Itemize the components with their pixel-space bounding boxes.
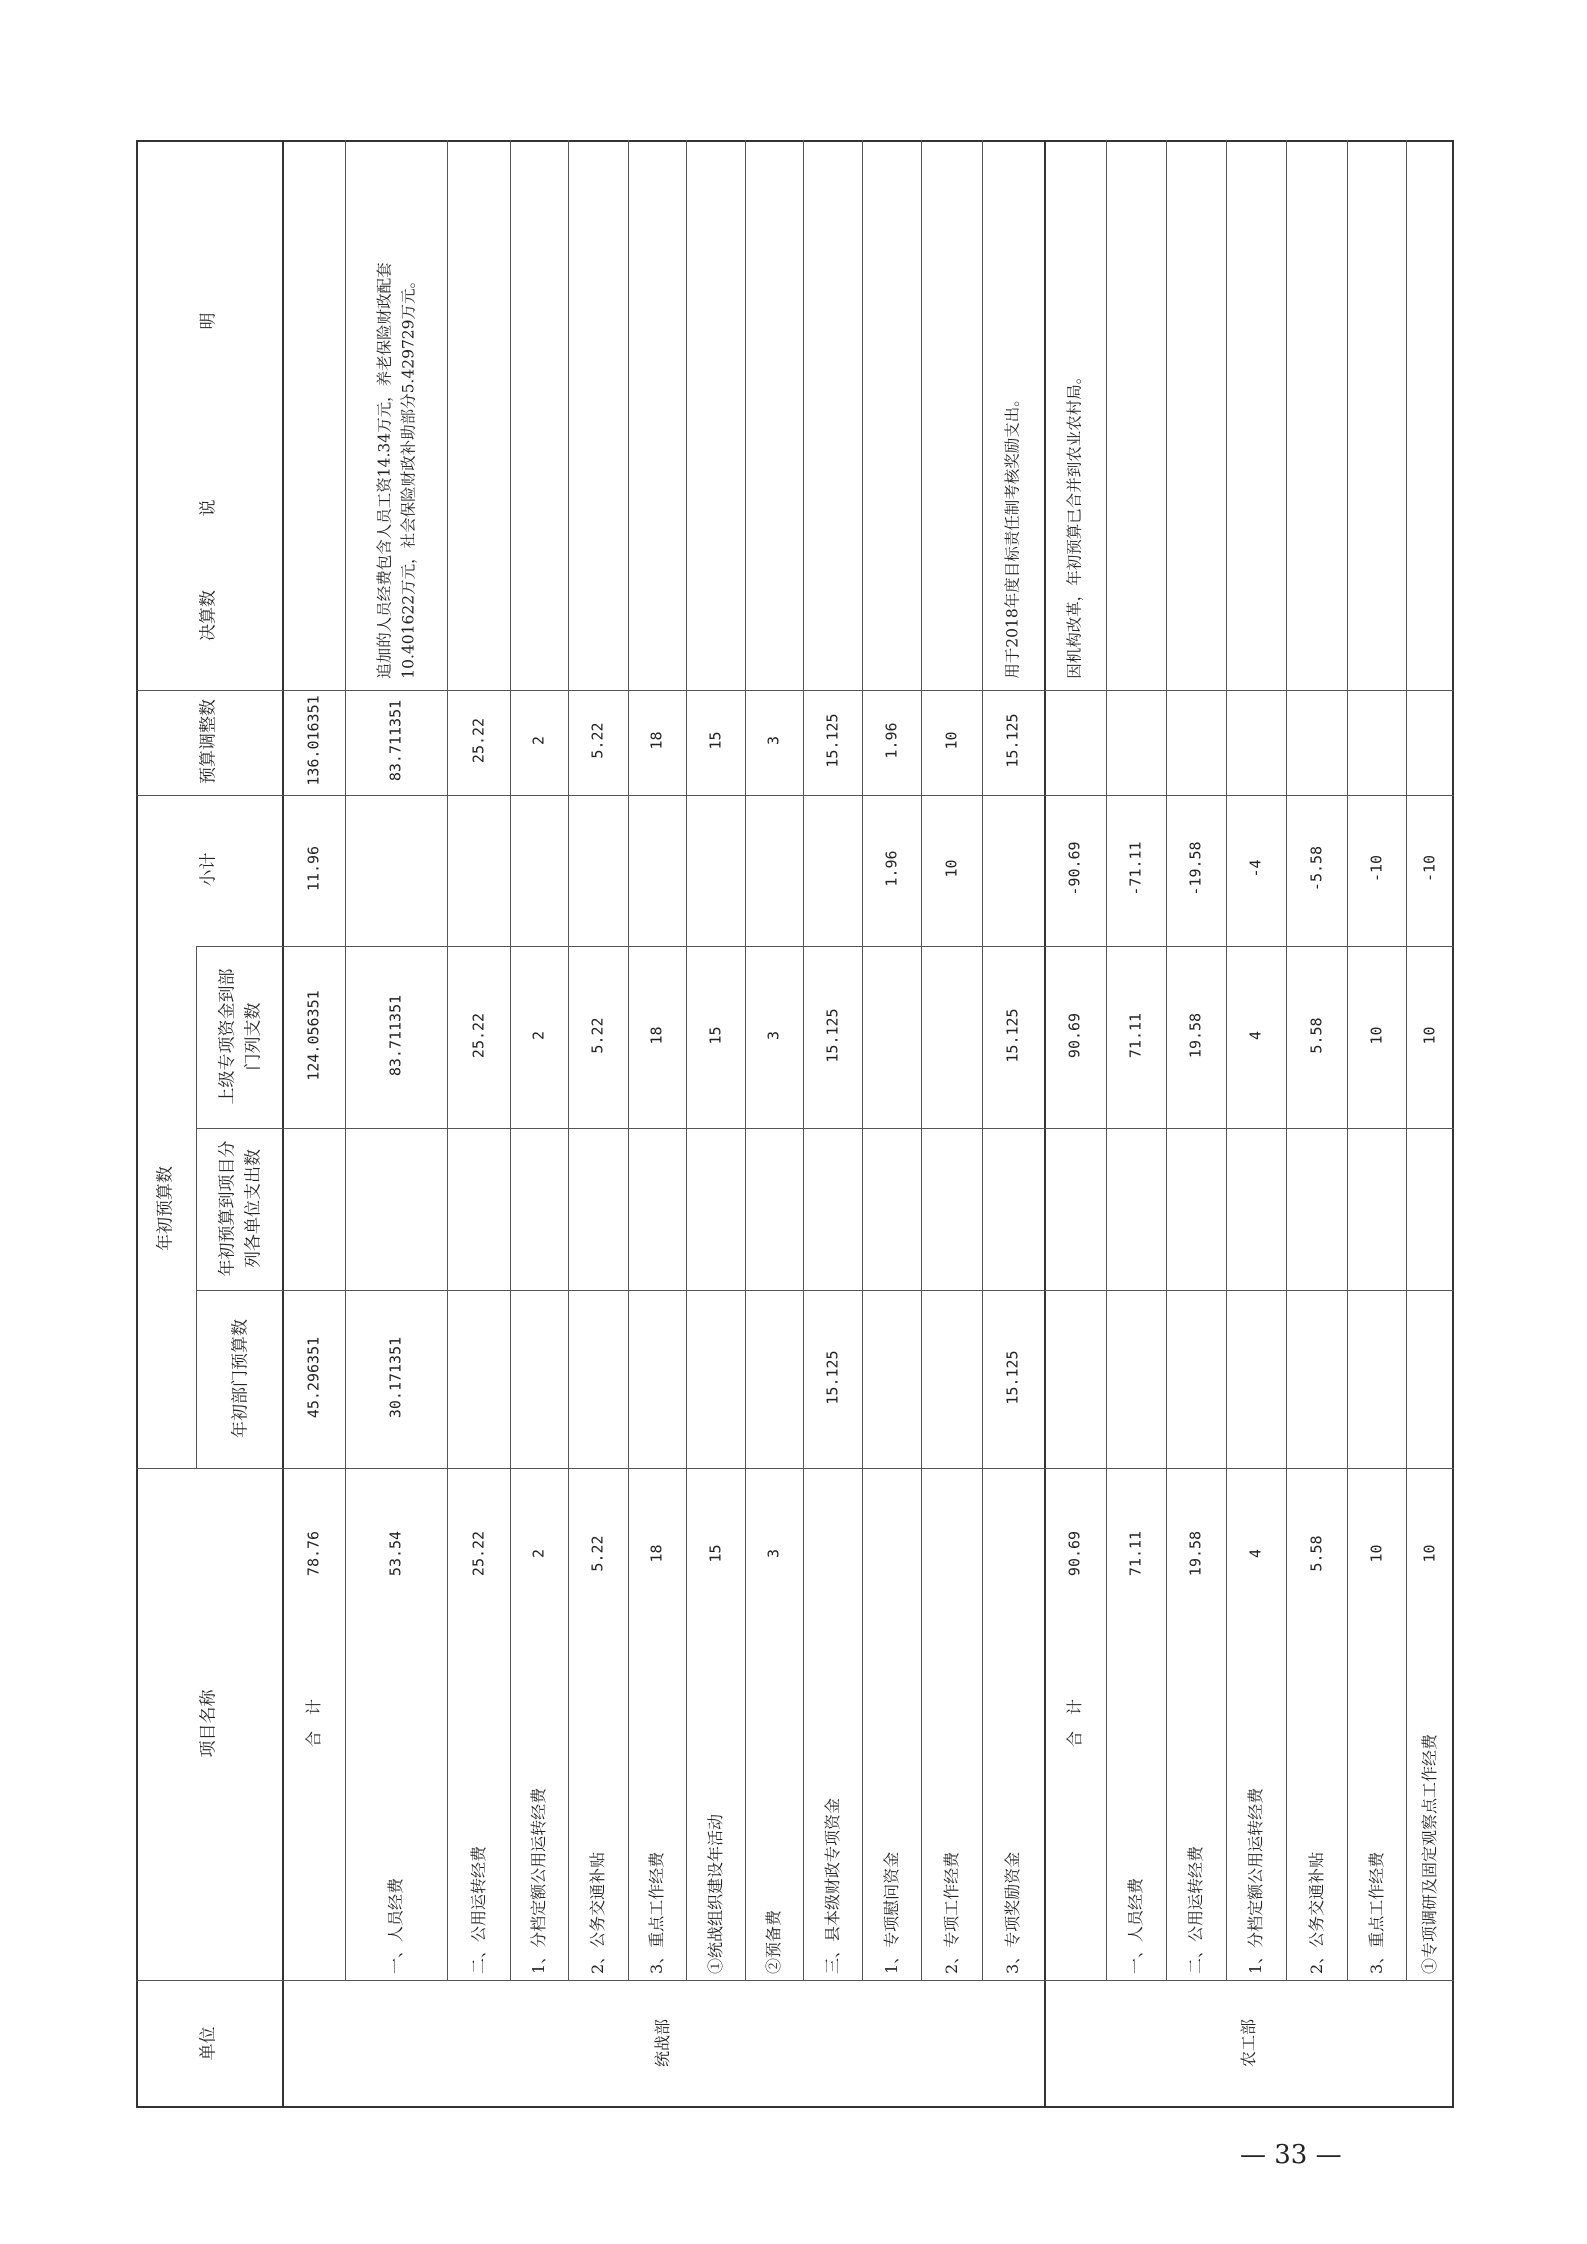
row-final: 25.22 xyxy=(469,717,487,764)
grid-line xyxy=(982,140,983,1980)
row-adjust: -10 xyxy=(1420,854,1439,883)
row-project-name: 合 计 xyxy=(303,1699,323,1748)
grid-line xyxy=(136,1468,1454,1469)
row-dept-budget: 4 xyxy=(1246,1548,1265,1559)
grid-line xyxy=(686,140,687,1980)
row-final: 15.125 xyxy=(823,713,841,768)
grid-line xyxy=(1106,140,1107,1980)
row-adjust: 11.96 xyxy=(304,845,322,892)
row-project-name: 3、专项奖励资金 xyxy=(1003,1851,1022,1974)
row-subtotal: 83.711351 xyxy=(386,994,405,1077)
row-subtotal: 2 xyxy=(529,1030,548,1041)
page-number: — 33 — xyxy=(1240,2140,1342,2170)
row-alloc: 15.125 xyxy=(1003,1350,1022,1405)
row-dept-budget: 18 xyxy=(647,1544,666,1563)
header-final: 决算数 xyxy=(198,590,219,641)
row-project-name: 三、县本级财政专项资金 xyxy=(822,1797,842,1974)
grid-line xyxy=(628,140,629,1980)
grid-line xyxy=(1044,140,1046,2108)
row-subtotal: 4 xyxy=(1246,1030,1265,1041)
row-subtotal: 19.58 xyxy=(1186,1012,1205,1059)
row-project-name: ②预备费 xyxy=(764,1909,783,1974)
header-adjust: 预算调整数 xyxy=(198,699,219,784)
header-alloc-line1: 年初预算到项目分 xyxy=(217,1140,238,1277)
row-final: 1.96 xyxy=(882,722,900,759)
grid-line xyxy=(282,140,284,2108)
row-subtotal: 3 xyxy=(764,1030,783,1041)
row-dept-budget: 2 xyxy=(529,1548,548,1559)
row-dept-budget: 10 xyxy=(1420,1544,1439,1563)
grid-line xyxy=(862,140,863,1980)
grid-line xyxy=(136,690,1454,691)
row-dept-budget: 90.69 xyxy=(1065,1530,1084,1577)
row-project-name: 1、分档定额公用运转经费 xyxy=(529,1787,548,1974)
row-note-line2: 10.401622万元，社会保险财政补助部分5.429729万元。 xyxy=(399,272,418,679)
grid-line xyxy=(1406,140,1407,1980)
grid-line xyxy=(568,140,569,1980)
row-subtotal: 90.69 xyxy=(1065,1012,1084,1059)
row-adjust: 1.96 xyxy=(882,850,900,887)
row-adjust: -19.58 xyxy=(1186,841,1205,896)
header-upper-line2: 门列支数 xyxy=(243,1002,264,1071)
row-subtotal: 18 xyxy=(647,1026,666,1045)
row-note: 用于2018年度目标责任制考核奖励支出。 xyxy=(1003,391,1022,679)
header-unit: 单位 xyxy=(198,2026,219,2061)
grid-line xyxy=(1286,140,1287,1980)
row-dept-budget: 3 xyxy=(764,1548,783,1559)
row-project-name: 一、人员经费 xyxy=(1126,1877,1145,1974)
row-project-name: 3、重点工作经费 xyxy=(1366,1851,1386,1974)
header-initial-budget: 年初预算数 xyxy=(155,1166,176,1251)
row-final: 15.125 xyxy=(1003,713,1022,768)
row-subtotal: 10 xyxy=(1367,1026,1385,1045)
header-dept-budget: 年初部门预算数 xyxy=(230,1319,251,1438)
grid-line xyxy=(196,1290,1454,1291)
row-final: 18 xyxy=(647,731,666,750)
row-subtotal: 5.58 xyxy=(1307,1017,1325,1054)
row-final: 3 xyxy=(764,735,783,746)
row-note: 因机构改革，年初预算已合并到农业农村局。 xyxy=(1065,368,1084,679)
grid-line xyxy=(745,140,746,1980)
row-subtotal: 15.125 xyxy=(1003,1008,1022,1063)
header-note: 说 明 xyxy=(198,312,219,517)
unit-label-nonggongbu: 农工部 xyxy=(1239,2019,1258,2068)
row-subtotal: 5.22 xyxy=(588,1017,607,1054)
grid-line xyxy=(1166,140,1167,1980)
header-subtotal: 小计 xyxy=(198,852,219,887)
row-adjust: 10 xyxy=(942,859,960,878)
row-final: 10 xyxy=(942,731,960,750)
grid-line xyxy=(510,140,511,1980)
row-dept-budget: 71.11 xyxy=(1126,1530,1145,1577)
row-final: 15 xyxy=(706,731,724,750)
row-subtotal: 15 xyxy=(706,1026,724,1045)
row-dept-budget: 53.54 xyxy=(386,1530,405,1577)
header-upper-line1: 上级专项资金到部 xyxy=(217,968,238,1105)
row-project-name: 1、专项慰问资金 xyxy=(881,1851,901,1974)
row-project-name: 3、重点工作经费 xyxy=(647,1851,666,1974)
row-project-name: ①专项调研及固定观察点工作经费 xyxy=(1420,1733,1439,1974)
row-adjust: -71.11 xyxy=(1126,841,1145,896)
grid-line xyxy=(136,1980,1454,1981)
row-dept-budget: 10 xyxy=(1367,1544,1385,1563)
grid-line xyxy=(921,140,922,1980)
row-project-name: 2、公务交通补贴 xyxy=(588,1851,607,1974)
header-alloc-line2: 列各单位支出数 xyxy=(243,1149,264,1268)
grid-line xyxy=(803,140,804,1980)
row-project-name: 2、公务交通补贴 xyxy=(1306,1851,1326,1974)
row-subtotal: 124.056351 xyxy=(304,990,322,1081)
row-final: 2 xyxy=(529,735,548,746)
row-note: 追加的人员经费包含人员工资14.34万元，养老保险财政配套 xyxy=(375,262,394,679)
row-project-name: 二、公用运转经费 xyxy=(468,1845,488,1974)
grid-line xyxy=(196,1128,1454,1129)
row-project-name: 1、分档定额公用运转经费 xyxy=(1246,1787,1265,1974)
grid-line xyxy=(447,140,448,1980)
header-project: 项目名称 xyxy=(198,1689,219,1758)
row-project-name: ①统战组织建设年活动 xyxy=(705,1813,725,1974)
row-dept-budget: 78.76 xyxy=(304,1530,322,1577)
row-subtotal: 71.11 xyxy=(1126,1012,1145,1059)
row-final: 83.711351 xyxy=(386,699,405,782)
row-project-name: 一、人员经费 xyxy=(386,1877,405,1974)
row-adjust: -4 xyxy=(1246,859,1265,878)
grid-line xyxy=(196,946,1454,947)
grid-line xyxy=(1226,140,1227,1980)
grid-line xyxy=(196,946,197,1468)
row-subtotal: 15.125 xyxy=(823,1008,841,1063)
unit-label-tongzhanbu: 统战部 xyxy=(653,2019,672,2068)
grid-line xyxy=(1347,140,1348,1980)
row-project-name: 二、公用运转经费 xyxy=(1186,1845,1205,1974)
row-adjust: -90.69 xyxy=(1065,841,1084,896)
row-subtotal: 25.22 xyxy=(469,1012,487,1059)
row-dept-budget: 15 xyxy=(706,1544,724,1563)
row-alloc: 15.125 xyxy=(823,1350,841,1405)
row-final: 5.22 xyxy=(588,722,607,759)
row-alloc: 45.296351 xyxy=(304,1336,322,1419)
row-dept-budget: 5.22 xyxy=(588,1535,607,1572)
row-adjust: -10 xyxy=(1367,854,1385,883)
row-adjust: -5.58 xyxy=(1307,845,1325,892)
row-project-name: 合 计 xyxy=(1065,1699,1084,1748)
row-project-name: 2、专项工作经费 xyxy=(941,1851,961,1974)
row-alloc: 30.171351 xyxy=(386,1336,405,1419)
row-dept-budget: 19.58 xyxy=(1186,1530,1205,1577)
row-dept-budget: 5.58 xyxy=(1307,1535,1325,1572)
row-final: 136.016351 xyxy=(304,695,322,786)
row-subtotal: 10 xyxy=(1420,1026,1439,1045)
grid-line xyxy=(345,140,346,1980)
row-dept-budget: 25.22 xyxy=(469,1530,487,1577)
